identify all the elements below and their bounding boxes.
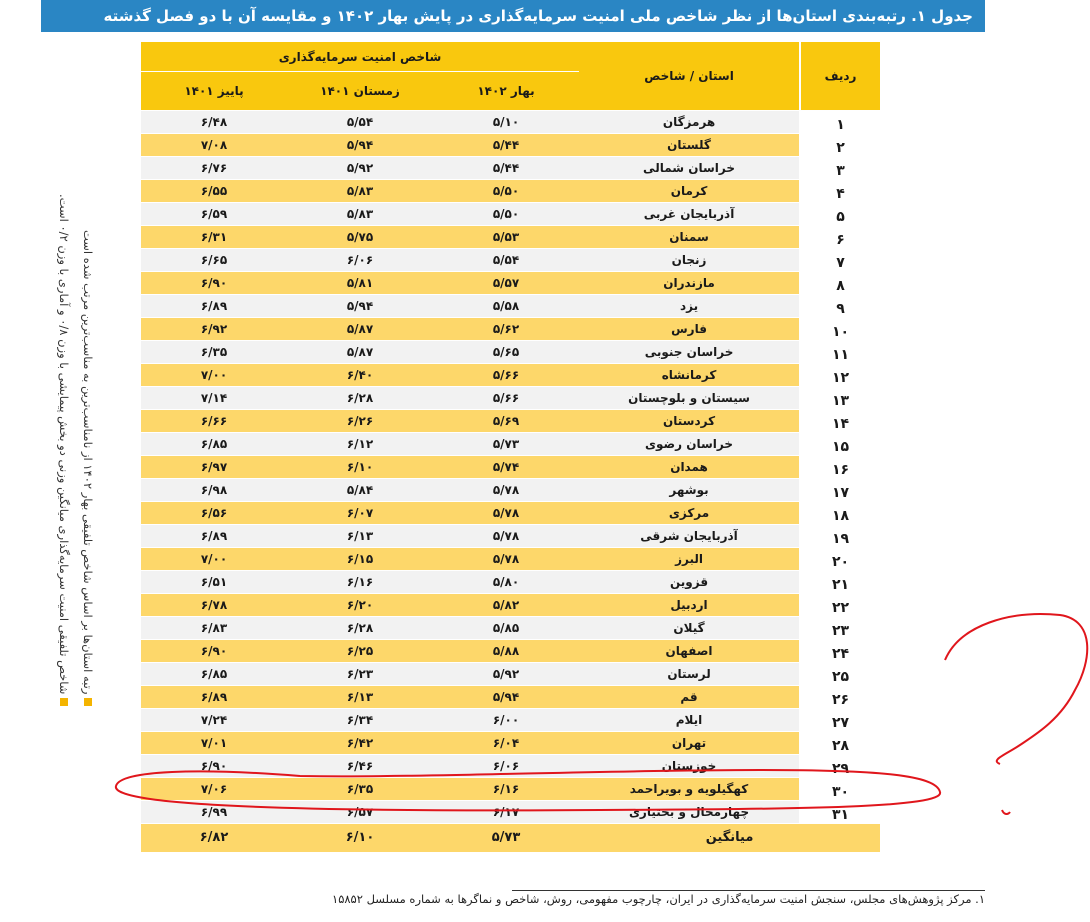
cell-province: زنجان bbox=[579, 249, 799, 271]
header-province: استان / شاخص bbox=[579, 42, 799, 110]
cell-winter: ۶/۱۳ bbox=[287, 525, 433, 547]
table-row bbox=[141, 203, 880, 225]
cell-winter: ۶/۰۷ bbox=[287, 502, 433, 524]
cell-autumn: ۶/۷۶ bbox=[141, 157, 287, 179]
cell-winter: ۶/۲۸ bbox=[287, 387, 433, 409]
side-notes bbox=[44, 120, 100, 710]
cell-autumn: ۶/۸۵ bbox=[141, 663, 287, 685]
cell-row-no: ۲۹ bbox=[801, 755, 880, 777]
cell-row-no: ۲۴ bbox=[801, 640, 880, 662]
table-row bbox=[141, 318, 880, 340]
cell-winter: ۶/۳۴ bbox=[287, 709, 433, 731]
header-autumn: پاییز ۱۴۰۱ bbox=[141, 72, 287, 110]
cell-spring: ۵/۸۲ bbox=[433, 594, 579, 616]
header-winter: زمستان ۱۴۰۱ bbox=[287, 72, 433, 110]
cell-autumn: ۶/۹۰ bbox=[141, 755, 287, 777]
cell-autumn: ۶/۸۹ bbox=[141, 686, 287, 708]
cell-province: تهران bbox=[579, 732, 799, 754]
cell-row-no: ۲ bbox=[801, 134, 880, 156]
cell-autumn: ۶/۸۹ bbox=[141, 525, 287, 547]
cell-autumn: ۶/۸۳ bbox=[141, 617, 287, 639]
cell-spring: ۵/۶۵ bbox=[433, 341, 579, 363]
cell-winter: ۵/۷۵ bbox=[287, 226, 433, 248]
cell-spring: ۶/۰۰ bbox=[433, 709, 579, 731]
cell-winter: ۵/۸۳ bbox=[287, 203, 433, 225]
cell-spring: ۵/۵۳ bbox=[433, 226, 579, 248]
cell-row-no: ۱۳ bbox=[801, 387, 880, 409]
cell-row-no: ۸ bbox=[801, 272, 880, 294]
cell-row-no: ۱۴ bbox=[801, 410, 880, 432]
table-row bbox=[141, 502, 880, 524]
table-row bbox=[141, 410, 880, 432]
cell-spring: ۵/۸۰ bbox=[433, 571, 579, 593]
cell-spring: ۶/۱۶ bbox=[433, 778, 579, 800]
header-row-no: ردیف bbox=[801, 42, 880, 110]
table-row bbox=[141, 686, 880, 708]
cell-spring: ۵/۵۷ bbox=[433, 272, 579, 294]
avg-label: میانگین bbox=[579, 824, 880, 852]
cell-row-no: ۶ bbox=[801, 226, 880, 248]
cell-autumn: ۶/۵۵ bbox=[141, 180, 287, 202]
cell-row-no: ۲۸ bbox=[801, 732, 880, 754]
cell-winter: ۶/۰۶ bbox=[287, 249, 433, 271]
cell-province: آذربایجان غربی bbox=[579, 203, 799, 225]
cell-province: قم bbox=[579, 686, 799, 708]
cell-province: فارس bbox=[579, 318, 799, 340]
header-row-top bbox=[141, 42, 880, 71]
table-row bbox=[141, 663, 880, 685]
table-row bbox=[141, 640, 880, 662]
cell-province: یزد bbox=[579, 295, 799, 317]
cell-province: کرمان bbox=[579, 180, 799, 202]
footnote: ۱. مرکز پژوهش‌های مجلس، سنجش امنیت سرمایه‌گذاری در ایران، چارچوب مفهومی، روش، شاخص و نماگرها به شماره مسلسل ۱۵۸۵۲ bbox=[332, 892, 985, 906]
cell-spring: ۵/۵۴ bbox=[433, 249, 579, 271]
cell-autumn: ۶/۳۵ bbox=[141, 341, 287, 363]
cell-province: مازندران bbox=[579, 272, 799, 294]
header-spring: بهار ۱۴۰۲ bbox=[433, 72, 579, 110]
cell-spring: ۵/۷۸ bbox=[433, 548, 579, 570]
cell-province: گیلان bbox=[579, 617, 799, 639]
cell-row-no: ۱۵ bbox=[801, 433, 880, 455]
cell-spring: ۵/۶۹ bbox=[433, 410, 579, 432]
cell-spring: ۵/۸۸ bbox=[433, 640, 579, 662]
cell-autumn: ۶/۷۸ bbox=[141, 594, 287, 616]
cell-winter: ۵/۸۱ bbox=[287, 272, 433, 294]
cell-autumn: ۶/۵۹ bbox=[141, 203, 287, 225]
cell-autumn: ۷/۱۴ bbox=[141, 387, 287, 409]
table-row bbox=[141, 341, 880, 363]
cell-row-no: ۱۱ bbox=[801, 341, 880, 363]
table-row bbox=[141, 433, 880, 455]
avg-winter: ۶/۱۰ bbox=[287, 824, 433, 852]
cell-province: البرز bbox=[579, 548, 799, 570]
cell-autumn: ۷/۰۰ bbox=[141, 364, 287, 386]
cell-spring: ۵/۶۶ bbox=[433, 364, 579, 386]
cell-spring: ۵/۷۸ bbox=[433, 479, 579, 501]
table-row bbox=[141, 479, 880, 501]
cell-autumn: ۶/۹۸ bbox=[141, 479, 287, 501]
table-row bbox=[141, 778, 880, 800]
cell-autumn: ۶/۵۶ bbox=[141, 502, 287, 524]
cell-province: چهارمحال و بختیاری bbox=[579, 801, 799, 823]
table-row bbox=[141, 226, 880, 248]
cell-winter: ۶/۱۰ bbox=[287, 456, 433, 478]
cell-autumn: ۷/۰۸ bbox=[141, 134, 287, 156]
cell-spring: ۵/۵۰ bbox=[433, 180, 579, 202]
cell-row-no: ۲۰ bbox=[801, 548, 880, 570]
cell-row-no: ۲۵ bbox=[801, 663, 880, 685]
table-row bbox=[141, 755, 880, 777]
cell-autumn: ۶/۵۱ bbox=[141, 571, 287, 593]
side-note-1 bbox=[76, 120, 100, 710]
table-row bbox=[141, 548, 880, 570]
cell-spring: ۵/۵۰ bbox=[433, 203, 579, 225]
table-row bbox=[141, 571, 880, 593]
table-row bbox=[141, 157, 880, 179]
cell-province: سیستان و بلوچستان bbox=[579, 387, 799, 409]
table-row bbox=[141, 272, 880, 294]
red-dot-annotation bbox=[1002, 810, 1010, 814]
cell-province: خراسان شمالی bbox=[579, 157, 799, 179]
cell-row-no: ۳۰ bbox=[801, 778, 880, 800]
cell-autumn: ۶/۶۶ bbox=[141, 410, 287, 432]
cell-autumn: ۷/۰۰ bbox=[141, 548, 287, 570]
table-row bbox=[141, 111, 880, 133]
cell-spring: ۵/۸۵ bbox=[433, 617, 579, 639]
cell-winter: ۶/۲۵ bbox=[287, 640, 433, 662]
cell-winter: ۶/۴۲ bbox=[287, 732, 433, 754]
cell-autumn: ۷/۲۴ bbox=[141, 709, 287, 731]
cell-spring: ۵/۴۴ bbox=[433, 134, 579, 156]
cell-province: ایلام bbox=[579, 709, 799, 731]
cell-winter: ۵/۸۷ bbox=[287, 341, 433, 363]
province-ranking-table bbox=[141, 41, 880, 853]
table-row bbox=[141, 295, 880, 317]
cell-spring: ۵/۱۰ bbox=[433, 111, 579, 133]
cell-spring: ۵/۵۸ bbox=[433, 295, 579, 317]
cell-row-no: ۴ bbox=[801, 180, 880, 202]
cell-province: سمنان bbox=[579, 226, 799, 248]
cell-winter: ۶/۱۳ bbox=[287, 686, 433, 708]
cell-winter: ۶/۳۵ bbox=[287, 778, 433, 800]
cell-spring: ۵/۷۴ bbox=[433, 456, 579, 478]
cell-province: خوزستان bbox=[579, 755, 799, 777]
cell-row-no: ۵ bbox=[801, 203, 880, 225]
cell-province: خراسان رضوی bbox=[579, 433, 799, 455]
cell-province: هرمزگان bbox=[579, 111, 799, 133]
cell-winter: ۶/۲۸ bbox=[287, 617, 433, 639]
cell-spring: ۵/۷۸ bbox=[433, 525, 579, 547]
cell-winter: ۵/۵۴ bbox=[287, 111, 433, 133]
cell-province: لرستان bbox=[579, 663, 799, 685]
table-row bbox=[141, 617, 880, 639]
cell-winter: ۵/۸۷ bbox=[287, 318, 433, 340]
cell-spring: ۵/۹۲ bbox=[433, 663, 579, 685]
cell-winter: ۵/۹۴ bbox=[287, 134, 433, 156]
cell-row-no: ۱۸ bbox=[801, 502, 880, 524]
cell-row-no: ۲۷ bbox=[801, 709, 880, 731]
cell-row-no: ۱۷ bbox=[801, 479, 880, 501]
table-row bbox=[141, 180, 880, 202]
side-note-2 bbox=[52, 120, 76, 710]
cell-autumn: ۷/۰۶ bbox=[141, 778, 287, 800]
cell-province: آذربایجان شرقی bbox=[579, 525, 799, 547]
cell-row-no: ۷ bbox=[801, 249, 880, 271]
table-row bbox=[141, 525, 880, 547]
cell-autumn: ۶/۶۵ bbox=[141, 249, 287, 271]
cell-winter: ۶/۲۳ bbox=[287, 663, 433, 685]
cell-province: کهگیلویه و بویراحمد bbox=[579, 778, 799, 800]
cell-row-no: ۲۶ bbox=[801, 686, 880, 708]
bullet-icon bbox=[84, 698, 92, 706]
cell-spring: ۶/۰۴ bbox=[433, 732, 579, 754]
cell-spring: ۵/۷۳ bbox=[433, 433, 579, 455]
cell-autumn: ۷/۰۱ bbox=[141, 732, 287, 754]
table-row bbox=[141, 249, 880, 271]
cell-row-no: ۱ bbox=[801, 111, 880, 133]
cell-row-no: ۱۹ bbox=[801, 525, 880, 547]
cell-spring: ۶/۱۷ bbox=[433, 801, 579, 823]
side-note-2-text: شاخص تلفیقی امنیت سرمایه‌گذاری میانگین وزنی دو بخش پیمایشی با وزن ۰/۸ و آماری با وزن ۰/۲ است. bbox=[57, 193, 71, 695]
cell-province: کردستان bbox=[579, 410, 799, 432]
avg-autumn: ۶/۸۲ bbox=[141, 824, 287, 852]
cell-winter: ۶/۵۷ bbox=[287, 801, 433, 823]
cell-province: بوشهر bbox=[579, 479, 799, 501]
cell-winter: ۵/۹۴ bbox=[287, 295, 433, 317]
cell-province: خراسان جنوبی bbox=[579, 341, 799, 363]
cell-province: قزوین bbox=[579, 571, 799, 593]
cell-row-no: ۲۱ bbox=[801, 571, 880, 593]
table-row bbox=[141, 364, 880, 386]
cell-winter: ۵/۹۲ bbox=[287, 157, 433, 179]
cell-province: اردبیل bbox=[579, 594, 799, 616]
cell-spring: ۵/۹۴ bbox=[433, 686, 579, 708]
table-row bbox=[141, 134, 880, 156]
cell-spring: ۵/۶۶ bbox=[433, 387, 579, 409]
cell-autumn: ۶/۹۰ bbox=[141, 272, 287, 294]
table-row bbox=[141, 709, 880, 731]
cell-spring: ۵/۴۴ bbox=[433, 157, 579, 179]
cell-province: کرمانشاه bbox=[579, 364, 799, 386]
cell-autumn: ۶/۹۲ bbox=[141, 318, 287, 340]
cell-row-no: ۱۰ bbox=[801, 318, 880, 340]
cell-winter: ۵/۸۴ bbox=[287, 479, 433, 501]
cell-winter: ۶/۴۰ bbox=[287, 364, 433, 386]
header-group: شاخص امنیت سرمایه‌گذاری bbox=[141, 42, 579, 71]
cell-winter: ۶/۱۵ bbox=[287, 548, 433, 570]
cell-row-no: ۹ bbox=[801, 295, 880, 317]
cell-row-no: ۲۳ bbox=[801, 617, 880, 639]
cell-autumn: ۶/۴۸ bbox=[141, 111, 287, 133]
avg-spring: ۵/۷۳ bbox=[433, 824, 579, 852]
cell-autumn: ۶/۳۱ bbox=[141, 226, 287, 248]
cell-spring: ۵/۶۲ bbox=[433, 318, 579, 340]
cell-province: همدان bbox=[579, 456, 799, 478]
cell-row-no: ۲۲ bbox=[801, 594, 880, 616]
red-question-mark-annotation bbox=[945, 614, 1087, 764]
cell-winter: ۶/۲۰ bbox=[287, 594, 433, 616]
cell-autumn: ۶/۹۹ bbox=[141, 801, 287, 823]
cell-province: مرکزی bbox=[579, 502, 799, 524]
cell-autumn: ۶/۹۰ bbox=[141, 640, 287, 662]
cell-autumn: ۶/۹۷ bbox=[141, 456, 287, 478]
cell-row-no: ۳۱ bbox=[801, 801, 880, 823]
bullet-icon bbox=[60, 698, 68, 706]
cell-province: اصفهان bbox=[579, 640, 799, 662]
table-row bbox=[141, 594, 880, 616]
cell-province: گلستان bbox=[579, 134, 799, 156]
cell-winter: ۶/۱۲ bbox=[287, 433, 433, 455]
table-row bbox=[141, 456, 880, 478]
cell-spring: ۵/۷۸ bbox=[433, 502, 579, 524]
cell-row-no: ۱۶ bbox=[801, 456, 880, 478]
table-row bbox=[141, 387, 880, 409]
cell-autumn: ۶/۸۵ bbox=[141, 433, 287, 455]
cell-winter: ۶/۲۶ bbox=[287, 410, 433, 432]
cell-autumn: ۶/۸۹ bbox=[141, 295, 287, 317]
cell-spring: ۶/۰۶ bbox=[433, 755, 579, 777]
side-note-1-text: رتبه استان‌ها بر اساس شاخص تلفیقی بهار ۱۴۰۲ از نامناسب‌ترین به مناسب‌ترین مرتب شده است bbox=[81, 229, 95, 695]
table-row bbox=[141, 801, 880, 823]
cell-winter: ۶/۱۶ bbox=[287, 571, 433, 593]
average-row bbox=[141, 824, 880, 852]
table-title: جدول ۱. رتبه‌بندی استان‌ها از نظر شاخص ملی امنیت سرمایه‌گذاری در پایش بهار ۱۴۰۲ و مقایسه آن با دو فصل گذشته bbox=[41, 0, 985, 32]
cell-winter: ۵/۸۳ bbox=[287, 180, 433, 202]
cell-row-no: ۳ bbox=[801, 157, 880, 179]
cell-row-no: ۱۲ bbox=[801, 364, 880, 386]
table-row bbox=[141, 732, 880, 754]
footnote-divider bbox=[512, 890, 985, 891]
cell-winter: ۶/۴۶ bbox=[287, 755, 433, 777]
